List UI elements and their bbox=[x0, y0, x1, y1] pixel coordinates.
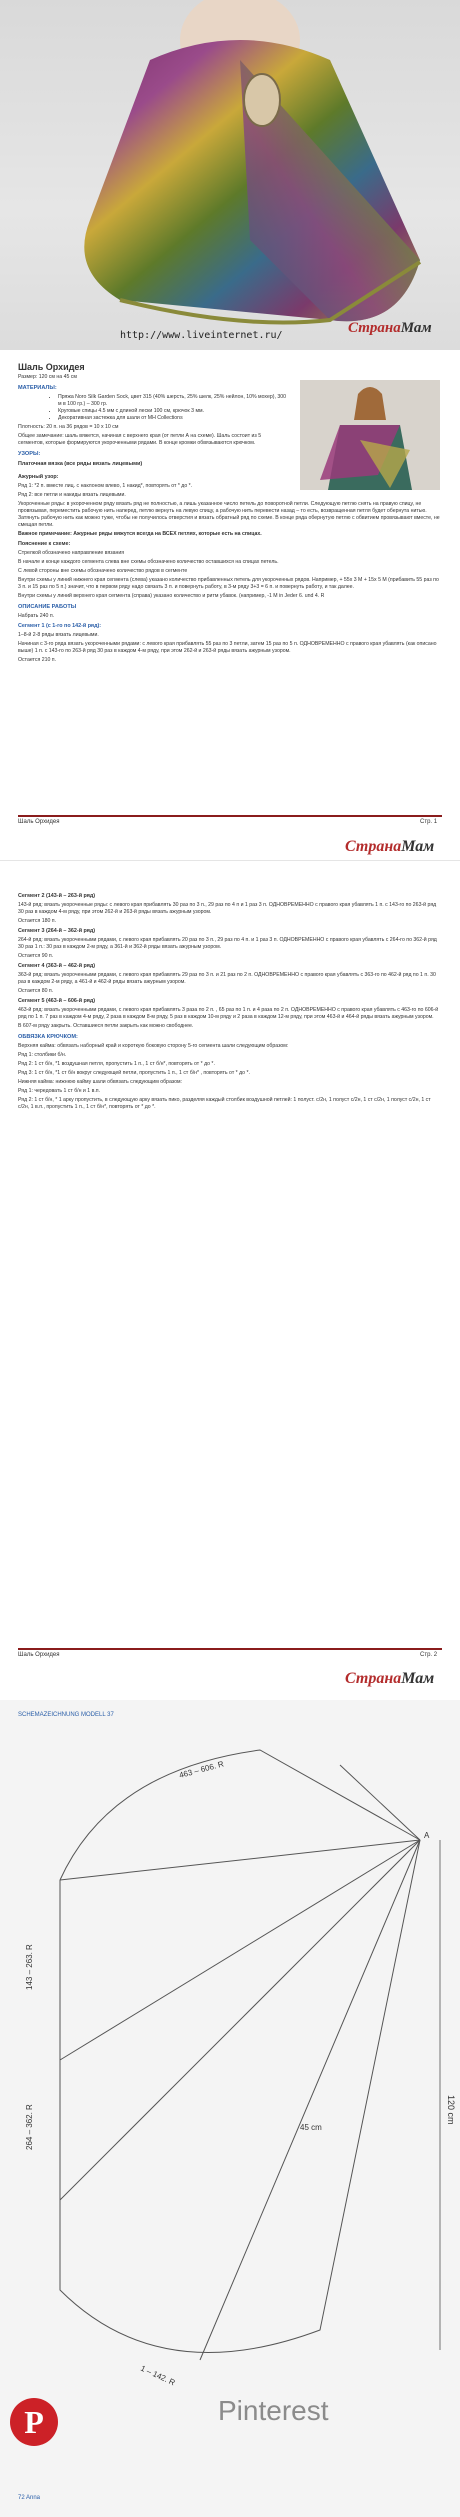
lace-row-1: Ряд 1: *2 п. вместе лиц. с наклоном влево, 1 накид*, повторять от * до *. bbox=[18, 483, 193, 489]
scheme-arrow-note: Стрелкой обозначено направление вязания bbox=[18, 550, 125, 556]
label-143-263: 143 – 263. R bbox=[25, 1944, 34, 1990]
pinterest-wordmark: Pinterest bbox=[218, 2395, 329, 2426]
top-edge: Верхняя кайма: обвязать наборный край и короткую боковую сторону 5-го сегмента шали следующим образом: bbox=[18, 1043, 289, 1049]
brand-second: Мам bbox=[400, 320, 432, 336]
segment-1-title: Сегмент 1 (с 1-го по 142-й ряд): bbox=[18, 623, 102, 629]
model-photo bbox=[300, 380, 440, 490]
segment-2-remain: Остается 180 п. bbox=[18, 918, 57, 924]
brand-first: Страна bbox=[345, 838, 402, 855]
schematic-line-1 bbox=[60, 1840, 420, 1880]
model-illustration bbox=[300, 380, 440, 490]
page-1-footer-right: Стр. 1 bbox=[420, 819, 438, 825]
document-page-2 bbox=[18, 890, 442, 1113]
patterns-heading: УЗОРЫ: bbox=[18, 451, 41, 457]
short-rows-text: Укороченные ряды: в укороченном ряду вязать ряд не полностью, а лишь указанное число петель до поворотной петли. Следующую петлю снять на правую спицу, не провязывая, переместить рабочую нить наперед, петлю вернуть на левую спицу, а рабочую нить перевести назад – то есть, возвращенная петля будет обернута нитью. Затянуть рабочую нить как можно туже, чтобы не получилось отверстия и вязать обратный ряд по схеме. В конце ряда обернутую петлю с обвитием провязывают вместе, не смещая петли. bbox=[18, 501, 440, 528]
schematic-line-3 bbox=[60, 1840, 420, 2200]
bottom-edge-row-1: Ряд 1: чередовать 1 ст б/н и 1 в.п. bbox=[18, 1088, 101, 1094]
material-item: • Пряжа Noro Silk Garden Sock, цвет 315 (40% шерсть, 25% шелк, 25% нейлон, 10% мохер), 300 м в 100 гр.) – 300 гр. bbox=[58, 394, 288, 408]
scheme-text-2: С левой стороны вне схемы обозначено количество рядов в сегменте bbox=[18, 568, 188, 574]
top-edge-row-2: Ряд 2: 1 ст б/н, *1 воздушная петля, пропустить 1 п., 1 ст б/н*, повторять от * до *. bbox=[18, 1061, 215, 1067]
schematic-outline bbox=[60, 1840, 420, 2353]
bottom-edge-row-2: Ряд 2: 1 ст б/н, * 1 арку пропустить, в следующую арку вязать пико, разделяя каждый столбик воздушной петлей: 1 полуст. с/2н, 1 полуст с/2н, 1 ст с/2н, 1 полуст с/2н, 1 ст с/2н, 1 в.п., пропустить 1 п., 1 ст б/н*, повторять от * до *. bbox=[18, 1097, 431, 1110]
label-264-362: 264 – 362. R bbox=[25, 2104, 34, 2150]
segment-5-end: В 607-м ряду закрыть. Оставшиеся петли закрыть как можно свободнее. bbox=[18, 1023, 194, 1029]
density-line: Плотность: 20 п. на 36 рядов = 10 х 10 см bbox=[18, 424, 119, 430]
lace-title: Ажурный узор: bbox=[18, 474, 59, 480]
page-separator bbox=[0, 860, 460, 861]
page-1-rule bbox=[18, 815, 442, 817]
materials-heading: МАТЕРИАЛЫ: bbox=[18, 385, 57, 391]
brand-second: Мам bbox=[401, 1670, 435, 1687]
page-title: Шаль Орхидея bbox=[18, 362, 85, 372]
label-1-142: 1 – 142. R bbox=[139, 2363, 177, 2388]
schematic-line-4 bbox=[200, 1840, 420, 2360]
segment-1-remain: Остается 210 п. bbox=[18, 657, 57, 663]
segment-4-remain: Остается 80 п. bbox=[18, 988, 54, 994]
scheme-text-4: Внутри схемы у линий верхнего края сегмента (справа) указано количество и ритм убавок. (например, -1 М in Jeder 6. und 4. R bbox=[18, 593, 325, 599]
brand-second: Мам bbox=[401, 838, 435, 855]
shawl-photo bbox=[0, 0, 460, 350]
page-2-footer-left: Шаль Орхидея bbox=[18, 1652, 60, 1658]
page-1-footer-left: Шаль Орхидея bbox=[18, 819, 60, 825]
segment-3-remain: Остается 90 п. bbox=[18, 953, 54, 959]
schematic-line-2 bbox=[60, 1840, 420, 2060]
work-heading: ОПИСАНИЕ РАБОТЫ bbox=[18, 604, 77, 610]
material-item: • Круговые спицы 4.5 мм с длиной лески 100 см, крючок 3 мм. bbox=[58, 408, 288, 415]
important-note: Важное примечание: Ажурные ряды вяжутся всегда на ВСЕХ петлях, которые есть на спицах. bbox=[18, 531, 262, 537]
brand-first: Страна bbox=[345, 1670, 402, 1687]
schematic-title: SCHEMAZEICHNUNG MODELL 37 bbox=[18, 1712, 114, 1718]
material-item: • Декоративная застежка для шали от MH Collections bbox=[58, 415, 288, 422]
cast-on: Набрать 240 п. bbox=[18, 613, 55, 619]
size-line: Размер: 120 см на 45 см bbox=[18, 374, 77, 380]
label-45cm: 45 cm bbox=[300, 2123, 322, 2132]
top-edge-row-3: Ряд 3: 1 ст б/н, *1 ст б/н вокруг следующей петли, пропустить 1 п., 1 ст б/н* , повторять от * до *. bbox=[18, 1070, 250, 1076]
schematic-diagram bbox=[0, 1730, 460, 2430]
segment-3-title: Сегмент 3 (264-й – 362-й ряд) bbox=[18, 928, 96, 934]
label-463-606: 463 – 606. R bbox=[178, 1759, 225, 1780]
shawl-illustration bbox=[0, 0, 460, 350]
brand-watermark bbox=[348, 320, 432, 337]
edge-heading: ОБВЯЗКА КРЮЧКОМ: bbox=[18, 1034, 78, 1040]
scheme-heading: Пояснение к схеме: bbox=[18, 541, 71, 547]
segment-4-text: 363-й ряд: вязать укороченными рядами, с левого края прибавлять 29 раз по 3 п. и 21 раз по 2 п. ОДНОВРЕМЕННО с правого края убавлять с 363-го по 462-й ряд по 1 п. 30 раз в каждом 2-м ряду, а 461-й и 462-й ряды вязать ажурным узором. bbox=[18, 972, 436, 985]
brand-watermark-2 bbox=[345, 838, 434, 856]
segment-5-title: Сегмент 5 (463-й – 606-й ряд) bbox=[18, 998, 96, 1004]
schematic-footer: 72 Anna bbox=[18, 2495, 41, 2501]
segment-1-rows: 1–8-й 2-8 ряды вязать лицевыми. bbox=[18, 632, 99, 638]
scheme-text-1: В начале и конце каждого сегмента слева вне схемы обозначено количество оставшихся на спицах петель. bbox=[18, 559, 279, 565]
source-url[interactable]: http://www.liveinternet.ru/ bbox=[120, 330, 283, 341]
label-120cm: 120 cm bbox=[446, 2095, 456, 2125]
segment-2-title: Сегмент 2 (143-й – 263-й ряд) bbox=[18, 893, 96, 899]
pinterest-logo-icon[interactable] bbox=[4, 2392, 64, 2452]
model-hair bbox=[354, 387, 386, 420]
segment-5-text: 463-й ряд: вязать укороченными рядами, с левого края прибавлять 3 раза по 2 п. , 65 раз по 1 п. и 4 раза по 2 п. ОДНОВРЕМЕННО с правого края убавлять с 463-го по 606-й ряд по 1 п. 7 раз в каждом 4-м ряду, 2 раза в каждом 8-м ряду, 5 раз в каждом 10-м ряду и 2 раза в каждом 12-м ряду, при этом 463-й и 464-й ряды вязать ажурным узором. bbox=[18, 1007, 439, 1020]
scheme-text-3: Внутри схемы у линий нижнего края сегмента (слева) указано количество прибавленных петель для укороченных рядов. Например, + 55х 3 М + 15х 5 М (прибавить 55 раз по 3 п. и 15 раз по 5 п.) значит, что в первом ряду надо связать 3 п. и повернуть работу, в 3-м ряду 3+3 = 6 п. и повернуть работу, и так далее. bbox=[18, 577, 439, 590]
general-note: Общее замечание: шаль вяжется, начиная с верхнего края (от петли А на схеме). Шаль состоит из 5 сегментов, которые формируются укороченными рядами. В конце кромки обвязываются крючком. bbox=[18, 433, 262, 446]
shawl-clasp bbox=[244, 74, 280, 126]
schematic-line-5 bbox=[340, 1765, 420, 1840]
brand-watermark-3 bbox=[345, 1670, 434, 1688]
lace-row-2: Ряд 2: все петли и накиды вязать лицевыми. bbox=[18, 492, 126, 498]
segment-1-text: Начиная с 3-го ряда вязать укороченными рядами: с левого края прибавлять 55 раз по 3 петли, затем 15 раз по 5 п. ОДНОВРЕМЕННО с правого края убавлять (как описано выше) 1 п. с 143-го по 263-й ряд 30 раз в каждом 4-м ряду, при этом 262-й и 263-й ряды вязать ажурным узором. bbox=[18, 641, 437, 654]
top-edge-row-1: Ряд 1: столбики б/н. bbox=[18, 1052, 67, 1058]
brand-first: Страна bbox=[348, 320, 401, 336]
segment-4-title: Сегмент 4 (363-й – 462-й ряд) bbox=[18, 963, 96, 969]
segment-2-text: 143-й ряд: вязать укороченные ряды: с левого края прибавлять 30 раз по 3 п., 29 раз по 4 п и 1 раз 3 п. ОДНОВРЕМЕННО с правого края убавлять 1 п. с 143-го по 263-й ряд 30 раз в каждом 4-м ряду, при этом 262-й и 263-й ряды вязать ажурным узором. bbox=[18, 902, 437, 915]
page-2-footer-right: Стр. 2 bbox=[420, 1652, 438, 1658]
segment-3-text: 264-й ряд: вязать укороченными рядами, с левого края прибавлять 20 раз по 3 п., 29 раз по 4 п. и 1 раз 3 п. ОДНОВРЕМЕННО с правого края убавлять с 264-го по 362-й ряд 30 раз 1 п.: 30 раз в каждом 2-м ряду, а 361-й и 362-й ряды вязать ажурным узором. bbox=[18, 937, 437, 950]
page-2-rule bbox=[18, 1648, 442, 1650]
label-point-a: A bbox=[424, 1831, 430, 1840]
svg-text:P: P bbox=[24, 2404, 44, 2440]
bottom-edge: Нижняя кайма: нижнюю кайму шали обвязать следующим образом: bbox=[18, 1079, 182, 1085]
garter-title: Платочная вязка (все ряды вязать лицевыми) bbox=[18, 461, 143, 467]
